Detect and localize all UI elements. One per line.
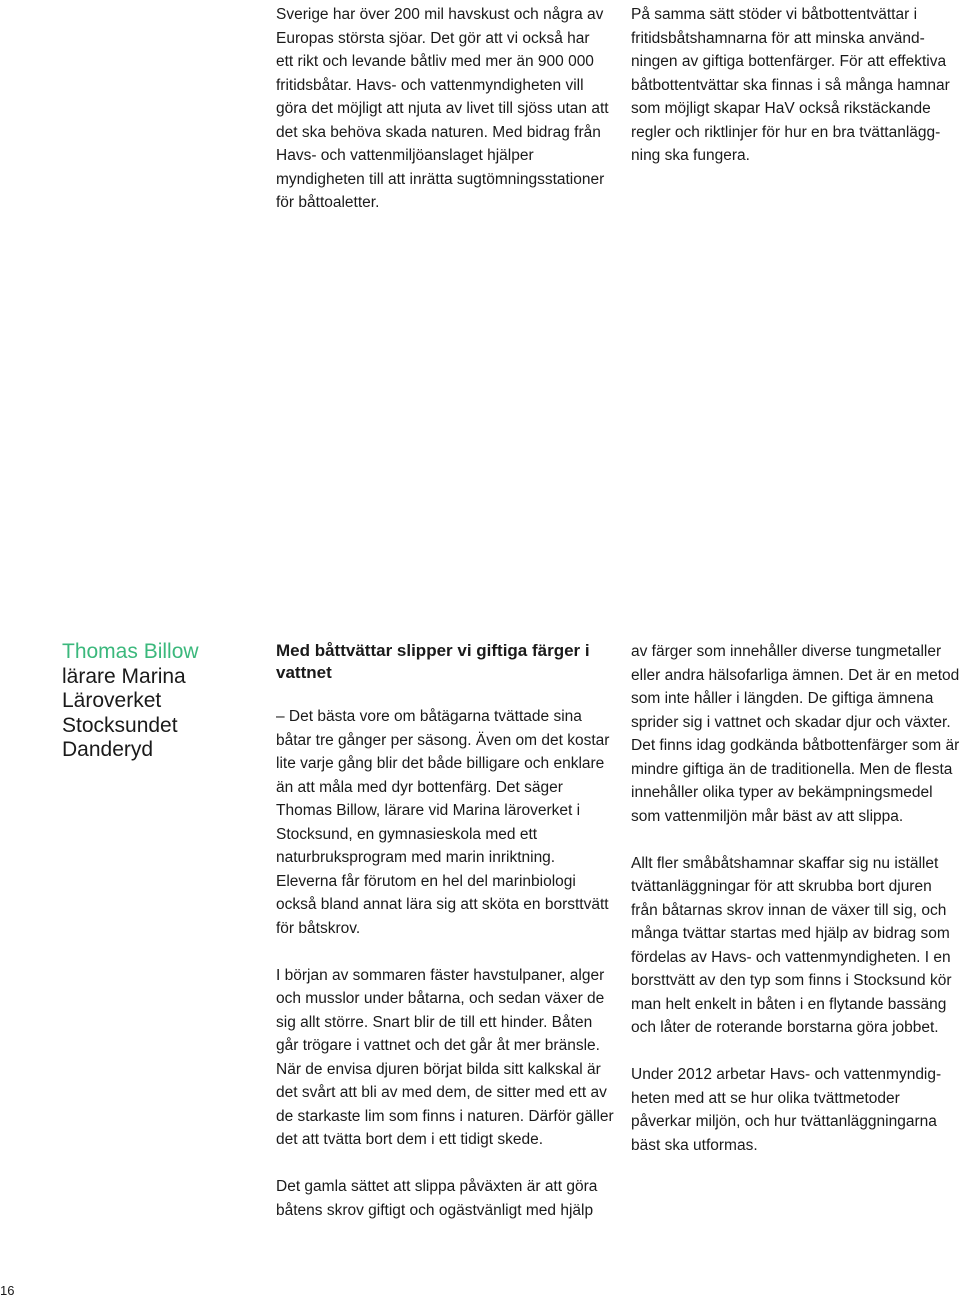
byline-line: Läroverket (62, 689, 162, 712)
article-paragraph: Allt fler småbåtshamnar skaffar sig nu istället tvättanläggningar för att skrubba bort djuren från båtarnas skrov innan de växer till sig, och många tvättar startas med hjälp av bidrag som fördelas av Havs- och vattenmyndigheten. I en borsttvätt av den typ som finns i Stocksund kör man helt enkelt in båten i en flytande bassäng och låter de roterande borstarna göra jobbet. (631, 854, 952, 1036)
byline-line: lärare Marina (62, 664, 186, 688)
article-paragraph: Under 2012 arbetar Havs- och vattenmyndigheten med att se hur olika tvättmetoder påverkar miljön, och hur tvättanläggningarna bäst ska utformas. (631, 1066, 942, 1154)
byline-line: Danderyd (62, 738, 154, 761)
article-column-left (276, 640, 616, 1222)
article-paragraph: I början av sommaren fäster havstulpaner, alger och musslor under båtarna, och sedan växer de sig allt större. Snart blir de till ett hinder. Båten går trögare i vattnet och det går åt mer bränsle. När de envisa djuren börjat bilda sitt kalkskal är det svårt att bli av med dem, de sitter med ett av de starkaste lim som finns i naturen. Därför gäller det att tvätta bort dem i ett tidigt skede. (276, 966, 614, 1148)
page-number: 16 (0, 1283, 15, 1298)
byline-line: Stocksundet (62, 713, 178, 737)
intro-column-left (276, 3, 611, 215)
interviewee-byline (62, 640, 252, 763)
intro-paragraph: Sverige har över 200 mil havskust och några av Europas största sjöar. Det gör att vi också har ett rikt och levande båtliv med mer än 900 000 fritidsbåtar. Havs- och vattenmyndigheten vill göra det möjligt att njuta av livet till sjöss utan att det ska behöva skada naturen. Med bidrag från Havs- och vattenmiljöanslaget hjälper myndigheten till att inrätta sugtömningsstationer för båttoaletter. (276, 6, 609, 211)
intro-column-right (631, 3, 960, 168)
article-column-right (631, 640, 960, 1157)
interviewee-name: Thomas Billow (62, 640, 199, 663)
intro-paragraph: På samma sätt stöder vi båtbottentvättar i fritidsbåtshamnarna för att minska användningen av giftiga bottenfärger. För att effektiva båtbottentvättar ska finnas i så många hamnar som möjligt skapar HaV också rikstäckande regler och riktlinjer för hur en bra tvättanläggning ska fungera. (631, 6, 950, 164)
article-paragraph: – Det bästa vore om båtägarna tvättade sina båtar tre gånger per säsong. Även om det kostar lite varje gång blir det både billigare och enklare än att måla med dyr bottenfärg. Det säger Thomas Billow, lärare vid Marina läroverket i Stocksund, en gymnasieskola med ett naturbruksprogram med marin inriktning. Eleverna får förutom en hel del marinbiologi också bland annat lära sig att sköta en borsttvätt för båtskrov. (276, 708, 610, 937)
article-paragraph: Det gamla sättet att slippa påväxten är att göra båtens skrov giftigt och ogästvänligt med hjälp (276, 1178, 598, 1219)
article-headline: Med båttvättar slipper vi giftiga färger i vattnet (276, 641, 590, 682)
article-paragraph: av färger som innehåller diverse tungmetaller eller andra hälsofarliga ämnen. Det är en metod som inte håller i längden. De giftiga ämnena sprider sig i vattnet och skadar djur och växter. Det finns idag godkända båtbottenfärger som är mindre giftiga än de traditionella. Men de flesta innehåller olika typer av bekämpningsmedel som vattenmiljön mår bäst av att slippa. (631, 643, 960, 825)
